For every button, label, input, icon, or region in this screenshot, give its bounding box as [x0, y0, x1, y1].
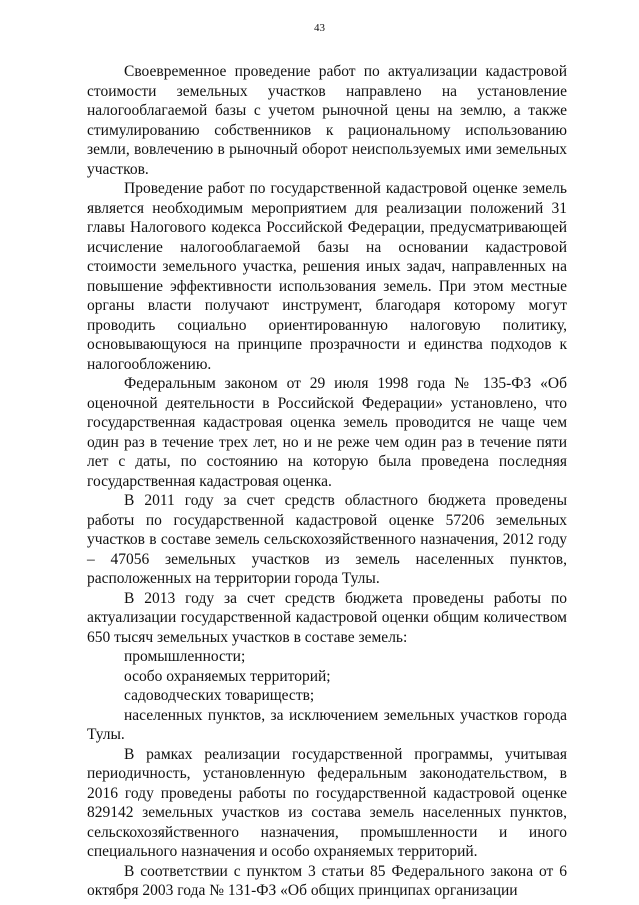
page-number: 43 — [314, 22, 325, 34]
paragraph-federal-law-131: В соответствии с пунктом 3 статьи 85 Федерального закона от 6 октября 2003 года № 131-ФЗ «Об общих принципах организации — [87, 862, 567, 899]
paragraph-2016-works: В рамках реализации государственной программы, учитывая периодичность, установленную федеральным законодательством, в 2016 году проведены работы по государственной кадастровой оценке 829142 земельных участков из состава земель населенных пунктов, сельскохозяйственного назначения, промышленности и иного специального назначения и особо охраняемых территорий. — [87, 745, 567, 860]
paragraph-2011-works: В 2011 году за счет средств областного бюджета проведены работы по государственной кадастровой оценке 57206 земельных участков в составе земель сельскохозяйственного назначения, 2012 году – 47056 земельных участков из земель населенных пунктов, расположенных на территории города Тулы. — [87, 492, 567, 587]
paragraph-federal-law-135: Федеральным законом от 29 июля 1998 года № 135-ФЗ «Об оценочной деятельности в Российской Федерации» установлено, что государственная кадастровая оценка земель проводится не чаще чем один раз в течение трех лет, но и не реже чем один раз в течение пяти лет с даты, по состоянию на которую была проведена последняя государственная кадастровая оценка. — [87, 375, 567, 490]
list-item: особо охраняемых территорий; — [124, 667, 331, 685]
paragraph-cadastral-valuation: Проведение работ по государственной кадастровой оценке земель является необходимым мероприятием для реализации положений 31 главы Налогового кодекса Российской Федерации, предусматривающей исчисление налогооблагаемой базы на основании кадастровой стоимости земельного участка, решения иных задач, направленных на повышение эффективности использования земель. При этом местные органы власти получают инструмент, благодаря которому могут проводить социально ориентированную налоговую политику, основывающуюся на принципе прозрачности и единства подходов к налогообложению. — [87, 180, 567, 373]
page-content — [87, 62, 567, 901]
paragraph-timely-work: Своевременное проведение работ по актуализации кадастровой стоимости земельных участков направлено на установление налогооблагаемой базы с учетом рыночной цены на землю, а также стимулированию собственников к рациональному использованию земли, вовлечению в рыночный оборот неиспользуемых ими земельных участков. — [87, 63, 567, 178]
list-item: промышленности; — [124, 648, 246, 665]
paragraph-2013-works: В 2013 году за счет средств бюджета проведены работы по актуализации государственной кадастровой оценки общим количеством 650 тысяч земельных участков в составе земель: — [87, 589, 567, 646]
list-item-last: населенных пунктов, за исключением земельных участков города Тулы. — [87, 706, 567, 743]
list-item: садоводческих товариществ; — [124, 687, 315, 704]
